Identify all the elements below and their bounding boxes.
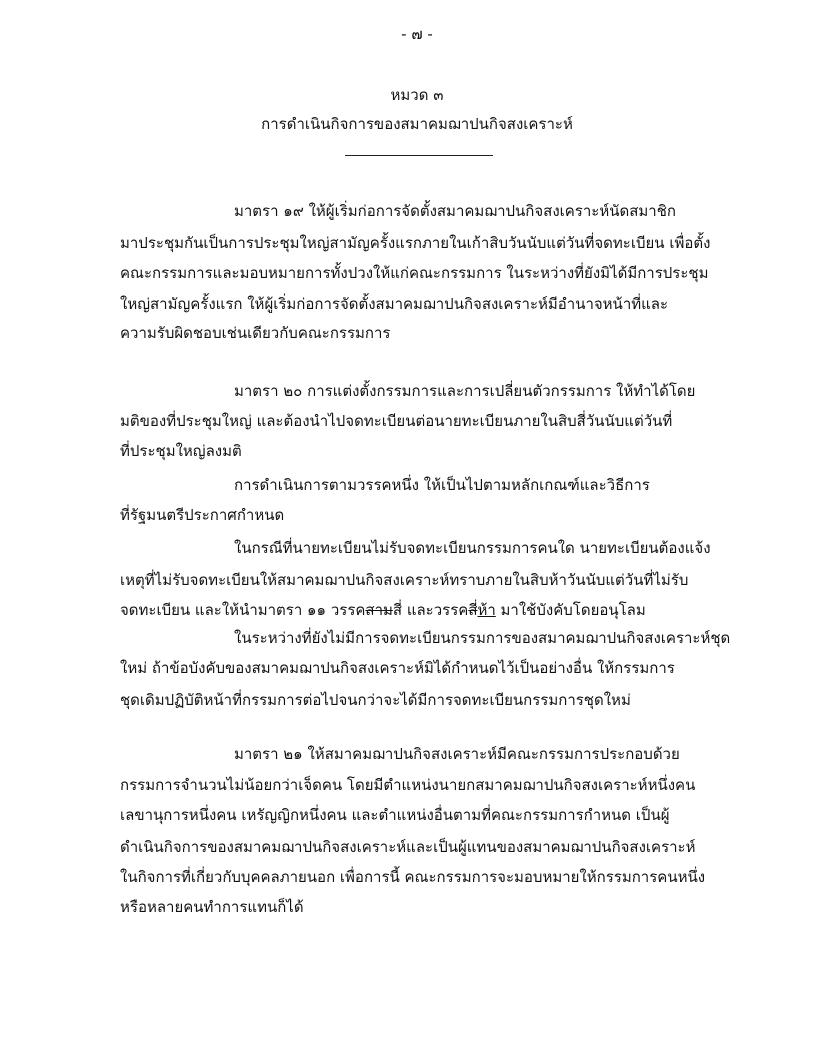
chapter-title: หมวด ๓ <box>390 86 444 104</box>
section-20-para-2-line-2: ที่รัฐมนตรีประกาศกำหนด <box>120 506 285 524</box>
section-20-para-4-line-3: ชุดเดิมปฏิบัติหน้าที่กรรมการต่อไปจนกว่าจะได้มีการจดทะเบียนกรรมการชุดใหม่ <box>120 691 631 709</box>
inserted-word-ha: ห้า <box>477 601 496 619</box>
section-20-para-3-line-2: เหตุที่ไม่รับจดทะเบียนให้สมาคมฌาปนกิจสงเคราะห์ทราบภายในสิบห้าวันนับแต่วันที่ไม่รับ <box>120 571 689 589</box>
struck-word-si: สี่ <box>468 601 478 619</box>
chapter-subtitle: การดำเนินกิจการของสมาคมฌาปนกิจสงเคราะห์ <box>261 115 573 133</box>
section-21-line-1: มาตรา ๒๑ ให้สมาคมฌาปนกิจสงเคราะห์มีคณะกรรมการประกอบด้วย <box>234 745 680 763</box>
section-19-line-2: มาประชุมกันเป็นการประชุมใหญ่สามัญครั้งแรกภายในเก้าสิบวันนับแต่วันที่จดทะเบียน เพื่อตั้ง <box>120 234 711 252</box>
struck-word-sam: สาม <box>365 601 393 619</box>
section-20-para-3-line-3-start: จดทะเบียน และให้นำมาตรา ๑๑ วรรค <box>120 601 366 619</box>
section-20-line-3: ที่ประชุมใหญ่ลงมติ <box>120 442 242 460</box>
section-20-line-1: มาตรา ๒๐ การแต่งตั้งกรรมการและการเปลี่ยนตัวกรรมการ ให้ทำได้โดย <box>234 382 696 400</box>
section-19-line-5: ความรับผิดชอบเช่นเดียวกับคณะกรรมการ <box>120 324 391 342</box>
section-20-line-2: มติของที่ประชุมใหญ่ และต้องนำไปจดทะเบียนต่อนายทะเบียนภายในสิบสี่วันนับแต่วันที่ <box>120 412 673 430</box>
section-21-line-6: หรือหลายคนทำการแทนก็ได้ <box>120 898 304 916</box>
section-20-para-4-line-2: ใหม่ ถ้าข้อบังคับของสมาคมฌาปนกิจสงเคราะห์มิได้กำหนดไว้เป็นอย่างอื่น ให้กรรมการ <box>120 659 675 677</box>
section-19-line-4: ใหญ่สามัญครั้งแรก ให้ผู้เริ่มก่อการจัดตั้งสมาคมฌาปนกิจสงเคราะห์มีอำนาจหน้าที่และ <box>120 295 669 313</box>
page-number: - ๗ - <box>401 25 433 43</box>
section-19-line-1: มาตรา ๑๙ ให้ผู้เริ่มก่อการจัดตั้งสมาคมฌาปนกิจสงเคราะห์นัดสมาชิก <box>234 202 676 220</box>
section-21-line-2: กรรมการจำนวนไม่น้อยกว่าเจ็ดคน โดยมีตำแหน่งนายกสมาคมฌาปนกิจสงเคราะห์หนึ่งคน <box>120 776 696 794</box>
section-19-line-3: คณะกรรมการและมอบหมายการทั้งปวงให้แก่คณะกรรมการ ในระหว่างที่ยังมิได้มีการประชุม <box>120 264 709 282</box>
section-20-para-3-line-3-end: มาใช้บังคับโดยอนุโลม <box>495 601 646 619</box>
title-divider <box>345 155 493 156</box>
section-21-line-5: ในกิจการที่เกี่ยวกับบุคคลภายนอก เพื่อการนี้ คณะกรรมการจะมอบหมายให้กรรมการคนหนึ่ง <box>120 868 706 886</box>
section-21-line-4: ดำเนินกิจการของสมาคมฌาปนกิจสงเคราะห์และเป็นผู้แทนของสมาคมฌาปนกิจสงเคราะห์ <box>120 838 696 856</box>
section-20-para-3-line-1: ในกรณีที่นายทะเบียนไม่รับจดทะเบียนกรรมการคนใด นายทะเบียนต้องแจ้ง <box>234 539 711 557</box>
section-21-line-3: เลขานุการหนึ่งคน เหรัญญิกหนึ่งคน และตำแหน่งอื่นตามที่คณะกรรมการกำหนด เป็นผู้ <box>120 806 670 824</box>
section-20-para-3-line-3 <box>120 600 646 620</box>
section-20-para-2-line-1: การดำเนินการตามวรรคหนึ่ง ให้เป็นไปตามหลักเกณฑ์และวิธีการ <box>234 476 650 494</box>
inserted-word-si: สี่ <box>392 601 403 619</box>
section-20-para-4-line-1: ในระหว่างที่ยังไม่มีการจดทะเบียนกรรมการของสมาคมฌาปนกิจสงเคราะห์ชุด <box>234 629 731 647</box>
section-20-para-3-line-3-mid: และวรรค <box>402 601 469 619</box>
